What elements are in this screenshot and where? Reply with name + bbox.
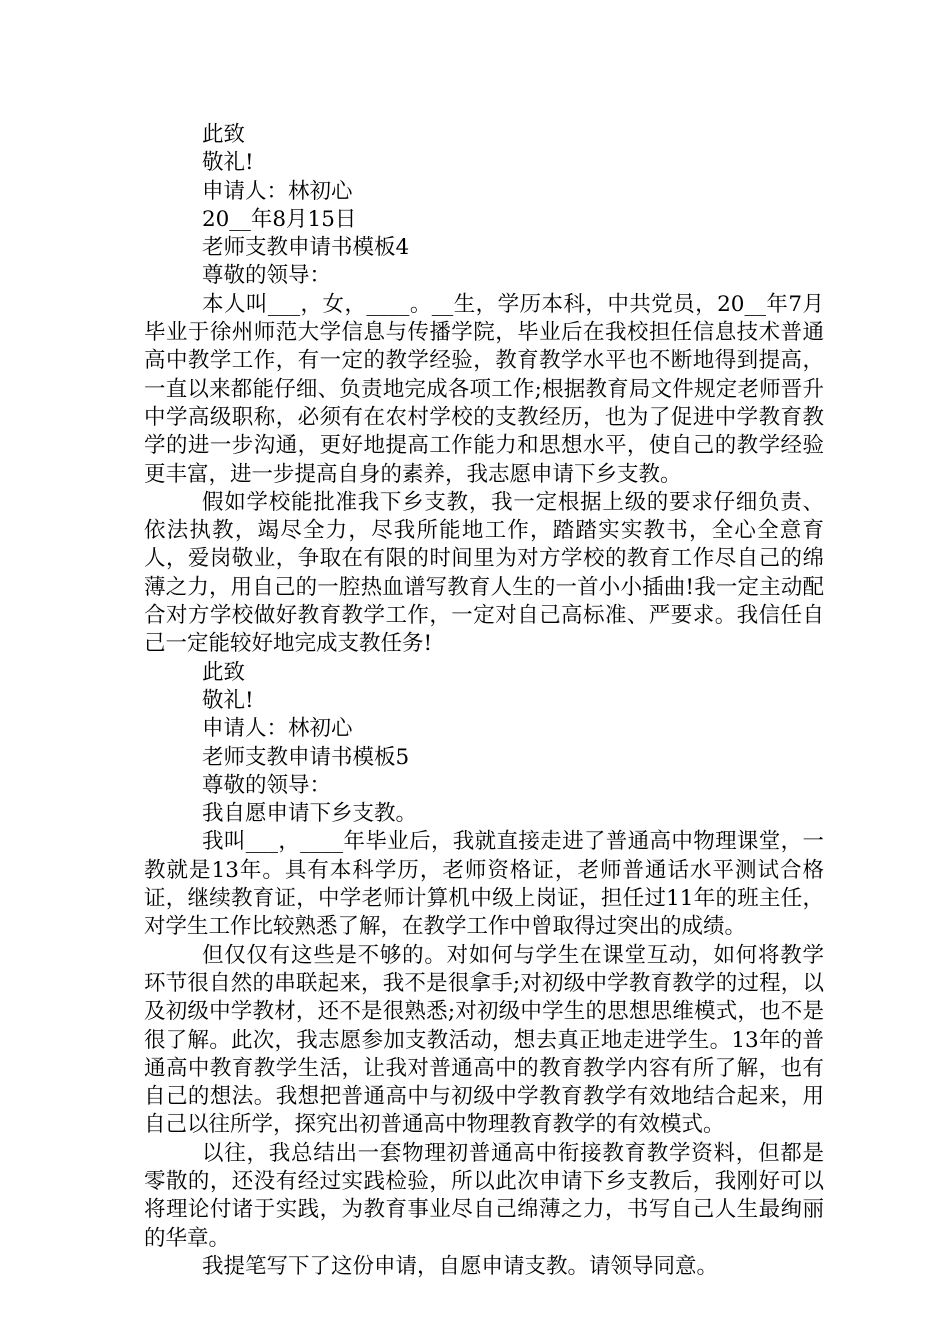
template-5-paragraph: 我提笔写下了这份申请，自愿申请支教。请领导同意。 [202,1253,719,1279]
template-4-regards: 敬礼! [202,687,254,713]
closing-regards: 敬礼! [202,150,254,176]
template-4-applicant: 申请人：林初心 [202,716,353,742]
template-5-intro: 我自愿申请下乡支教。 [202,801,418,827]
template-4-paragraph: 本人叫___，女，____。__生，学历本科，中共党员，20__年7月毕业于徐州师范大学信息与传播学院，毕业后在我校担任信息技术普通高中教学工作，有一定的教学经验，教育教学水平也不断地得到提高，一直以来都能仔细、负责地完成各项工作;根据教育局文件规定老师晋升中学高级职称，必须有在农村学校的支教经历，也为了促进中学教育教学的进一步沟通，更好地提高工作能力和思想水平，使自己的教学经验更丰富，进一步提高自身的素养，我志愿申请下乡支教。 [144,291,824,487]
template-5-paragraph: 以往，我总结出一套物理初普通高中衔接教育教学资料，但都是零散的，还没有经过实践检验，所以此次申请下乡支教后，我刚好可以将理论付诸于实践，为教育事业尽自己绵薄之力，书写自己人生最绚丽的华章。 [144,1140,824,1251]
template-4-greeting: 尊敬的领导： [202,263,332,289]
template-5-greeting: 尊敬的领导： [202,772,332,798]
template-4-salutation: 此致 [202,659,246,685]
document-body [144,121,824,1281]
template-4-paragraph: 假如学校能批准我下乡支教，我一定根据上级的要求仔细负责、依法执教，竭尽全力，尽我所能地工作，踏踏实实教书，全心全意育人，爱岗敬业，争取在有限的时间里为对方学校的教育工作尽自己的绵薄之力，用自己的一腔热血谱写教育人生的一首小小插曲!我一定主动配合对方学校做好教育教学工作，一定对自己高标准、严要求。我信任自己一定能较好地完成支教任务! [144,489,824,657]
template-5-paragraph: 但仅仅有这些是不够的。对如何与学生在课堂互动，如何将教学环节很自然的串联起来，我不是很拿手;对初级中学教育教学的过程，以及初级中学教材，还不是很熟悉;对初级中学生的思想思维模式，也不是很了解。此次，我志愿参加支教活动，想去真正地走进学生。13年的普通高中教育教学生活，让我对普通高中的教育教学内容有所了解，也有自己的想法。我想把普通高中与初级中学教育教学有效地结合起来，用自己以往所学，探究出初普通高中物理教育教学的有效模式。 [144,942,824,1138]
template-4-title: 老师支教申请书模板4 [202,235,410,261]
closing-salutation: 此致 [202,122,246,147]
application-date: 20__年8月15日 [202,206,357,232]
applicant-signature: 申请人：林初心 [202,178,353,204]
template-5-paragraph: 我叫___，____年毕业后，我就直接走进了普通高中物理课堂，一教就是13年。具有本科学历，老师资格证，老师普通话水平测试合格证，继续教育证，中学老师计算机中级上岗证，担任过11年的班主任，对学生工作比较熟悉了解，在教学工作中曾取得过突出的成绩。 [144,829,824,940]
template-5-title: 老师支教申请书模板5 [202,744,410,770]
